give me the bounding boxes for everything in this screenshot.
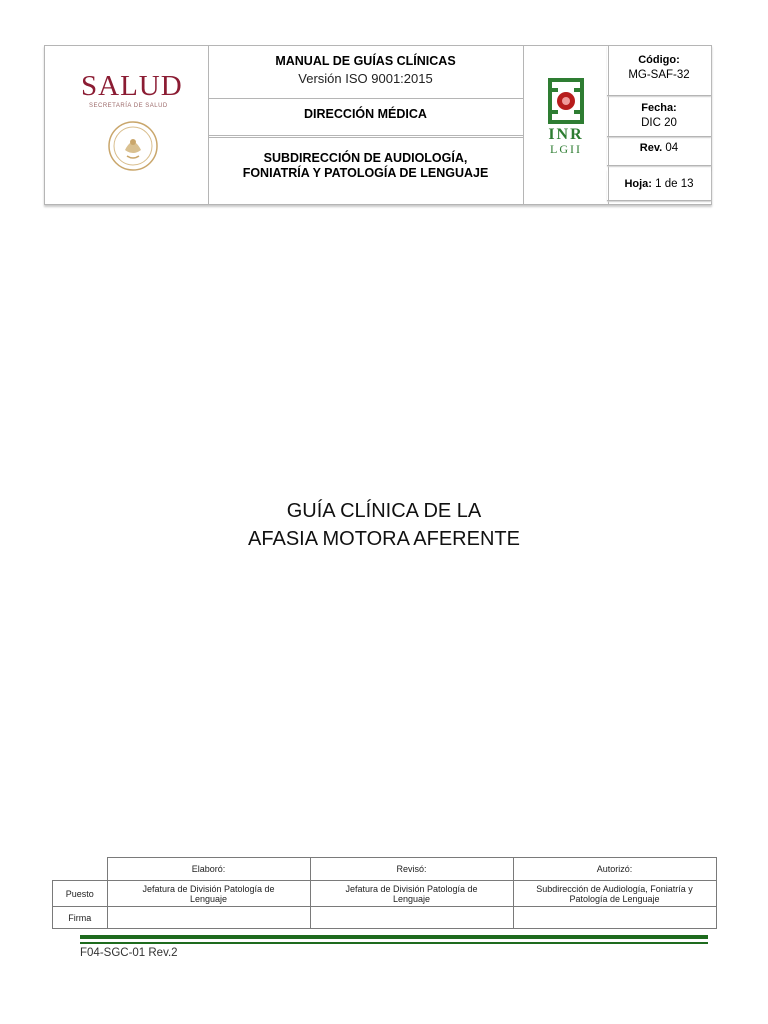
puesto-elaboro bbox=[107, 881, 310, 907]
manual-title: MANUAL DE GUÍAS CLÍNICAS bbox=[275, 54, 456, 68]
puesto-autorizo-line2: Patología de Lenguaje bbox=[569, 893, 660, 904]
signature-table bbox=[52, 857, 717, 929]
hoja-cell bbox=[607, 170, 711, 201]
footer-green-bar-top bbox=[80, 935, 708, 939]
salud-logo-text: SALUD bbox=[81, 70, 183, 102]
puesto-label: Puesto bbox=[53, 881, 108, 907]
title-line2: AFASIA MOTORA AFERENTE bbox=[248, 528, 520, 550]
puesto-reviso-line1: Jefatura de División Patología de bbox=[345, 883, 478, 894]
mexico-seal-icon bbox=[107, 120, 159, 172]
inr-logo-cell bbox=[523, 46, 609, 204]
document-header bbox=[44, 45, 712, 205]
fecha-cell bbox=[607, 96, 711, 137]
direction-title: DIRECCIÓN MÉDICA bbox=[304, 107, 427, 121]
footer-form-code: F04-SGC-01 Rev.2 bbox=[80, 947, 178, 959]
autorizo-header: Autorizó: bbox=[513, 858, 716, 881]
fecha-label: Fecha: bbox=[641, 102, 677, 114]
firma-elaboro bbox=[107, 907, 310, 929]
puesto-row bbox=[53, 881, 717, 907]
firma-reviso bbox=[310, 907, 513, 929]
hoja-label: Hoja: bbox=[624, 178, 652, 190]
puesto-reviso-line2: Lenguaje bbox=[392, 893, 431, 904]
codigo-value: MG-SAF-32 bbox=[628, 69, 690, 81]
firma-label: Firma bbox=[53, 907, 108, 929]
puesto-autorizo bbox=[513, 881, 716, 907]
inr-logo-text: INR bbox=[548, 126, 584, 143]
fecha-value: DIC 20 bbox=[641, 117, 677, 129]
title-line1: GUÍA CLÍNICA DE LA bbox=[286, 500, 482, 522]
subdirection-line2: FONIATRÍA Y PATOLOGÍA DE LENGUAJE bbox=[242, 166, 489, 180]
codigo-cell bbox=[607, 46, 711, 96]
subdirection-cell bbox=[208, 137, 523, 205]
puesto-autorizo-line1: Subdirección de Audiología, Foniatría y bbox=[536, 883, 693, 894]
header-right bbox=[607, 46, 711, 204]
footer-green-bar-bottom bbox=[80, 942, 708, 944]
header-middle bbox=[208, 46, 523, 204]
hoja-value: 1 de 13 bbox=[655, 178, 694, 190]
rev-cell bbox=[607, 137, 711, 166]
signature-header-row bbox=[53, 858, 717, 881]
puesto-elaboro-line1: Jefatura de División Patología de bbox=[142, 883, 275, 894]
document-title bbox=[0, 497, 768, 553]
firma-autorizo bbox=[513, 907, 716, 929]
subdirection-line1: SUBDIRECCIÓN DE AUDIOLOGÍA, bbox=[263, 151, 468, 165]
rev-value: 04 bbox=[665, 142, 679, 154]
puesto-elaboro-line2: Lenguaje bbox=[189, 893, 228, 904]
lgii-logo-text: LGII bbox=[550, 142, 582, 156]
inr-emblem-icon bbox=[544, 76, 588, 126]
direction-cell bbox=[208, 98, 523, 136]
salud-logo-cell bbox=[45, 46, 209, 204]
manual-title-cell bbox=[208, 46, 523, 96]
manual-version: Versión ISO 9001:2015 bbox=[298, 71, 433, 86]
salud-logo-subtitle: SECRETARÍA DE SALUD bbox=[89, 103, 168, 109]
firma-row bbox=[53, 907, 717, 929]
rev-label: Rev. bbox=[639, 142, 663, 154]
reviso-header: Revisó: bbox=[310, 858, 513, 881]
codigo-label: Código: bbox=[638, 54, 680, 66]
elaboro-header: Elaboró: bbox=[107, 858, 310, 881]
puesto-reviso bbox=[310, 881, 513, 907]
